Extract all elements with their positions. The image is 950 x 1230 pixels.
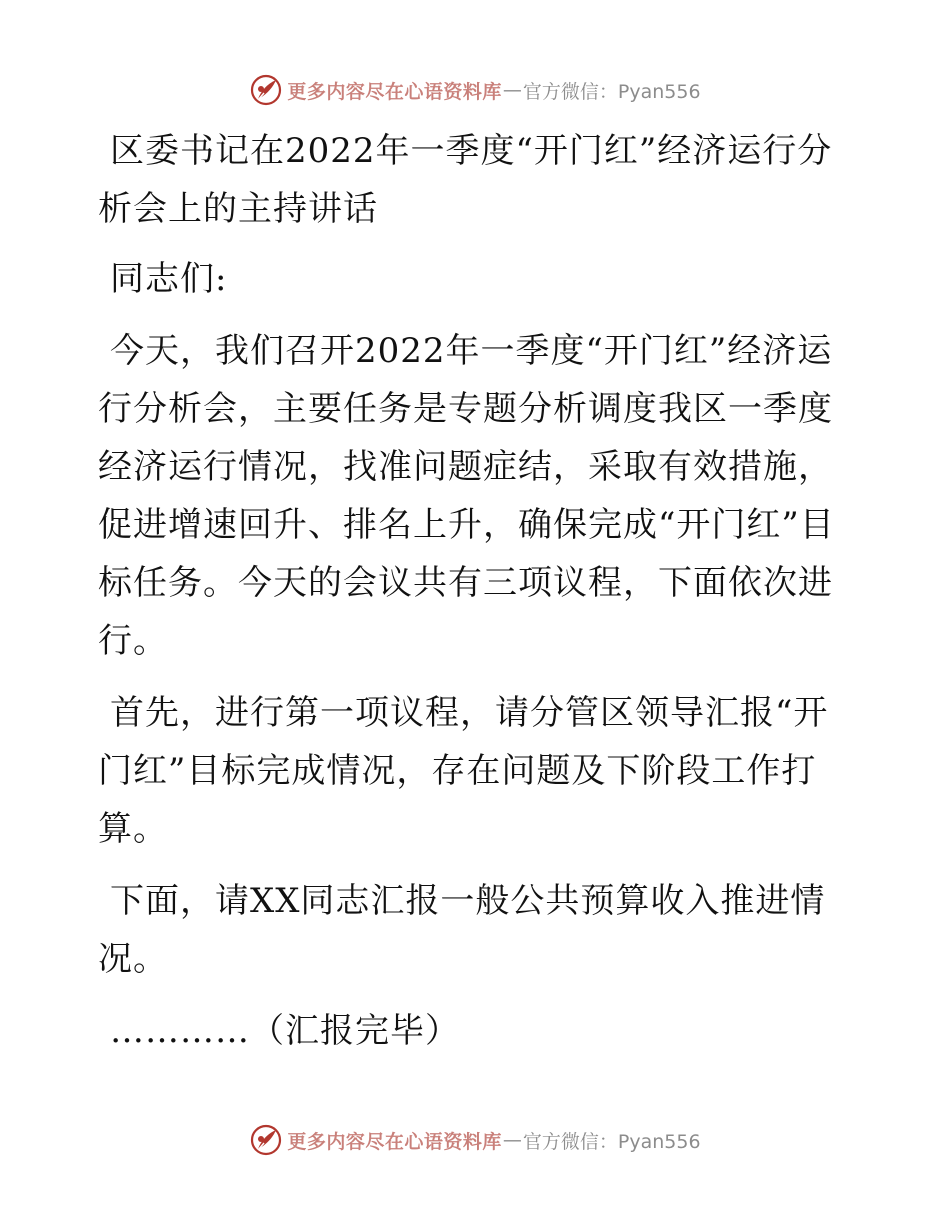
ellipsis-note: …………（汇报完毕） [110, 1011, 460, 1051]
watermark-sub-text: 官方微信：Pyan556 [522, 1130, 701, 1153]
salutation: 同志们: [110, 259, 228, 299]
watermark-main-text: 更多内容尽在心语资料库 [287, 80, 502, 103]
feather-pen-logo-icon [249, 1123, 283, 1157]
header-watermark [0, 70, 950, 110]
watermark-dash: — [502, 1129, 522, 1151]
footer-watermark [0, 1120, 950, 1160]
watermark-main-text: 更多内容尽在心语资料库 [287, 1130, 502, 1153]
watermark-sub-text: 官方微信：Pyan556 [522, 80, 701, 103]
document-body [98, 122, 858, 1074]
watermark-dash: — [502, 79, 522, 101]
paragraph-next-report: 下面，请XX同志汇报一般公共预算收入推进情况。 [98, 881, 826, 979]
feather-pen-logo-icon [249, 73, 283, 107]
paragraph-opening: 今天，我们召开2022年一季度“开门红”经济运行分析会，主要任务是专题分析调度我区一季度经济运行情况，找准问题症结，采取有效措施，促进增速回升、排名上升，确保完成“开门红”目标任务。今天的会议共有三项议程，下面依次进行。 [98, 331, 835, 661]
paragraph-agenda-one: 首先，进行第一项议程，请分管区领导汇报“开门红”目标完成情况，存在问题及下阶段工作打算。 [98, 693, 829, 849]
document-title: 区委书记在2022年一季度“开门红”经济运行分析会上的主持讲话 [98, 131, 833, 229]
